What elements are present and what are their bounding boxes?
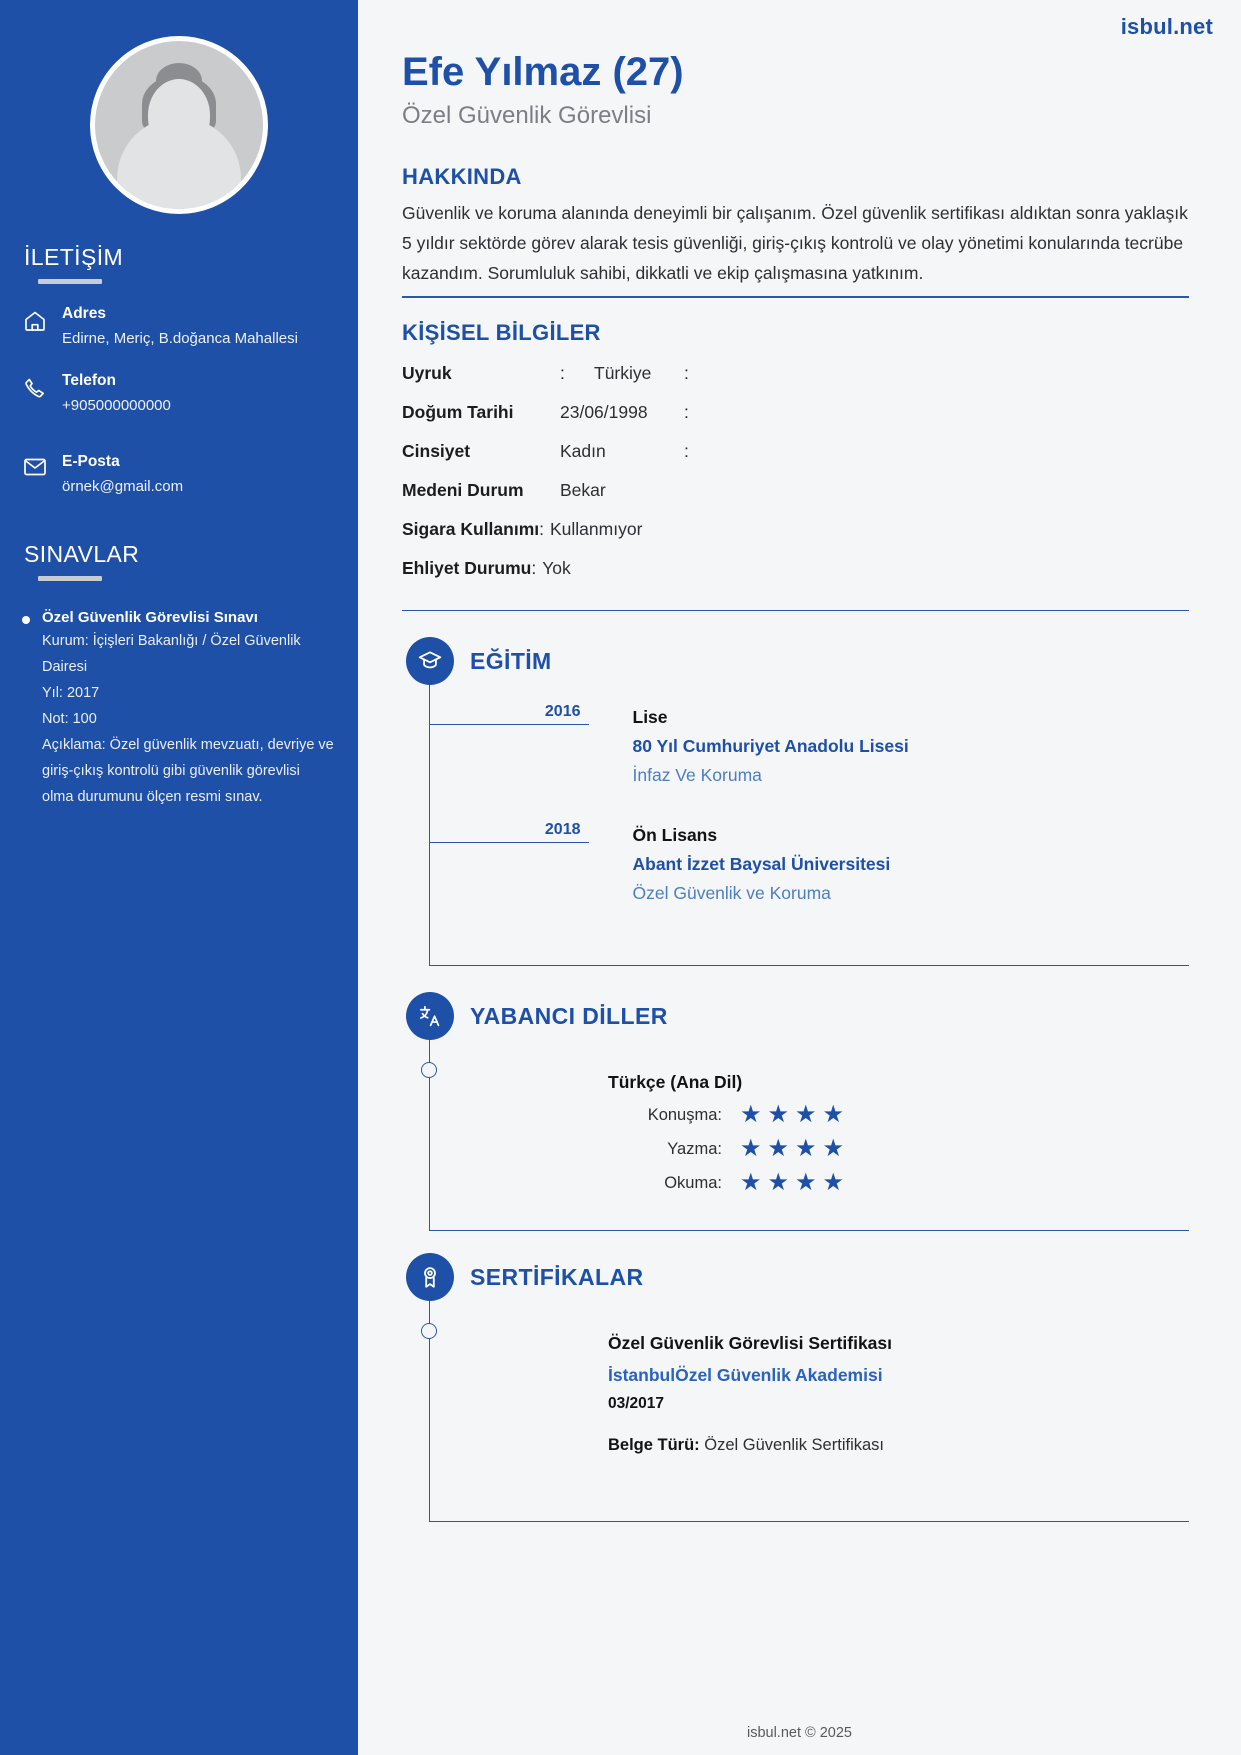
personal-info-title: KİŞİSEL BİLGİLER xyxy=(402,319,601,345)
timeline-dot-icon xyxy=(421,1062,437,1078)
page-title: Efe Yılmaz (27) xyxy=(402,50,684,94)
contact-section-title: İLETİŞİM xyxy=(24,244,124,270)
personal-info-table xyxy=(402,354,1189,588)
star-icon: ★ xyxy=(740,1169,762,1196)
star-icon: ★ xyxy=(795,1169,817,1196)
exams-section-title: SINAVLAR xyxy=(24,541,140,567)
ribbon-award-icon xyxy=(406,1253,454,1301)
star-icon: ★ xyxy=(822,1135,845,1162)
contact-section xyxy=(0,244,358,499)
star-icon: ★ xyxy=(822,1101,845,1128)
star-rating-writing xyxy=(740,1137,844,1161)
about-text: Güvenlik ve koruma alanında deneyimli bir çalışanım. Özel güvenlik sertifikası aldıktan sonra yaklaşık 5 yıldır sektörde görev alarak tesis güvenliği, giriş-çıkış kontrolü ve olay yönetimi konularında tecrübe kazandım. Sorumluluk sahibi, dikkatli ve ekip çalışmasına yatkınım. xyxy=(402,203,1188,283)
field-trail: : xyxy=(684,401,689,422)
certificate-date: 03/2017 xyxy=(608,1395,665,1412)
education-degree: Lise xyxy=(632,707,668,727)
languages-section xyxy=(402,992,1189,1231)
field-trail: : xyxy=(684,362,689,383)
field-value-license: Yok xyxy=(542,557,571,578)
contact-row-address xyxy=(0,304,358,351)
star-icon: ★ xyxy=(795,1135,817,1162)
education-year-wrap xyxy=(429,821,589,843)
certificates-timeline xyxy=(429,1301,1189,1522)
contact-value-address: Edirne, Meriç, B.doğanca Mahallesi xyxy=(62,330,298,347)
contact-value-phone: +905000000000 xyxy=(62,397,171,414)
about-section-title: HAKKINDA xyxy=(402,164,522,189)
contact-row-phone xyxy=(0,371,358,418)
table-row xyxy=(402,354,1189,393)
field-label-birthdate: Doğum Tarihi xyxy=(402,401,514,422)
field-value-nationality: Türkiye xyxy=(594,362,652,383)
language-skill-label-speaking: Konuşma: xyxy=(647,1106,722,1124)
languages-section-title: YABANCI DİLLER xyxy=(470,1002,668,1029)
divider xyxy=(402,610,1189,612)
field-sep: : xyxy=(531,557,537,578)
sidebar xyxy=(0,0,358,1755)
phone-icon xyxy=(22,371,48,400)
job-title: Özel Güvenlik Görevlisi xyxy=(402,102,652,129)
star-icon: ★ xyxy=(795,1101,817,1128)
exam-grade: Not: 100 xyxy=(42,711,97,727)
list-item xyxy=(430,1066,1189,1200)
bullet-icon xyxy=(22,616,30,624)
language-skill-row xyxy=(608,1166,1189,1200)
field-value-birthdate: 23/06/1998 xyxy=(560,401,648,422)
star-rating-reading xyxy=(740,1171,844,1195)
education-year-wrap xyxy=(429,703,589,725)
certificate-name: Özel Güvenlik Görevlisi Sertifikası xyxy=(608,1333,893,1353)
main-content xyxy=(358,0,1241,1755)
home-icon xyxy=(22,304,48,333)
languages-timeline xyxy=(429,1040,1189,1231)
education-section xyxy=(402,637,1189,966)
field-trail: : xyxy=(684,440,689,461)
translate-icon xyxy=(406,992,454,1040)
list-item xyxy=(430,1327,1189,1461)
language-skill-row xyxy=(608,1132,1189,1166)
exam-institution: Kurum: İçişleri Bakanlığı / Özel Güvenlik Dairesi xyxy=(42,633,301,675)
education-section-title: EĞİTİM xyxy=(470,647,552,674)
contact-title-underline xyxy=(38,279,102,284)
education-year: 2018 xyxy=(544,821,581,838)
table-row xyxy=(402,432,1189,471)
personal-info-section xyxy=(402,320,1189,612)
list-item xyxy=(430,821,1189,907)
certificates-section xyxy=(402,1253,1189,1522)
star-icon: ★ xyxy=(822,1169,845,1196)
certificate-type-label: Belge Türü: xyxy=(608,1436,700,1454)
education-degree: Ön Lisans xyxy=(632,825,718,845)
star-icon: ★ xyxy=(740,1135,762,1162)
avatar xyxy=(90,36,268,214)
education-timeline xyxy=(429,685,1189,966)
education-field: İnfaz Ve Koruma xyxy=(632,765,762,785)
list-item xyxy=(430,703,1189,789)
exams-section xyxy=(0,541,358,810)
field-label-nationality: Uyruk xyxy=(402,362,452,383)
field-label-smoking: Sigara Kullanımı xyxy=(402,518,540,539)
field-value-gender: Kadın xyxy=(560,440,606,461)
contact-label-phone: Telefon xyxy=(62,372,116,389)
star-icon: ★ xyxy=(740,1101,762,1128)
certificates-section-title: SERTİFİKALAR xyxy=(470,1263,644,1290)
certificate-type-value: Özel Güvenlik Sertifikası xyxy=(704,1436,884,1454)
avatar-container xyxy=(0,0,358,214)
table-row xyxy=(402,510,1189,549)
language-name: Türkçe (Ana Dil) xyxy=(608,1072,743,1092)
brand-logo[interactable]: isbul.net xyxy=(1120,14,1213,39)
field-label-license: Ehliyet Durumu xyxy=(402,557,532,578)
table-row xyxy=(402,471,1189,510)
education-school: 80 Yıl Cumhuriyet Anadolu Lisesi xyxy=(632,736,909,756)
education-field: Özel Güvenlik ve Koruma xyxy=(632,883,831,903)
contact-label-address: Adres xyxy=(62,305,106,322)
exam-year: Yıl: 2017 xyxy=(42,685,100,701)
exam-name: Özel Güvenlik Görevlisi Sınavı xyxy=(42,609,258,626)
timeline-dot-icon xyxy=(421,1323,437,1339)
certificate-type-row xyxy=(608,1429,1189,1461)
star-icon: ★ xyxy=(767,1135,790,1162)
certificate-organization: İstanbulÖzel Güvenlik Akademisi xyxy=(608,1365,883,1385)
star-icon: ★ xyxy=(767,1101,790,1128)
exams-title-underline xyxy=(38,576,102,581)
contact-label-email: E-Posta xyxy=(62,453,120,470)
contact-row-email xyxy=(0,452,358,499)
field-sep: : xyxy=(560,362,565,383)
about-section xyxy=(402,164,1189,298)
field-value-marital: Bekar xyxy=(560,479,606,500)
contact-value-email: örnek@gmail.com xyxy=(62,478,184,495)
language-skill-label-writing: Yazma: xyxy=(667,1140,722,1158)
field-value-smoking: Kullanmıyor xyxy=(550,518,643,539)
envelope-icon xyxy=(22,452,48,477)
table-row xyxy=(402,393,1189,432)
field-label-marital: Medeni Durum xyxy=(402,479,524,500)
education-year: 2016 xyxy=(544,703,581,720)
divider xyxy=(402,296,1189,298)
education-school: Abant İzzet Baysal Üniversitesi xyxy=(632,854,891,874)
table-row xyxy=(402,549,1189,588)
star-icon: ★ xyxy=(767,1169,790,1196)
field-label-gender: Cinsiyet xyxy=(402,440,471,461)
exam-description: Açıklama: Özel güvenlik mevzuatı, devriye ve giriş-çıkış kontrolü gibi güvenlik görevlisi olma durumunu ölçen resmi sınav. xyxy=(42,737,334,805)
star-rating-speaking xyxy=(740,1103,844,1127)
list-item xyxy=(0,607,358,810)
field-sep: : xyxy=(539,518,544,539)
language-skill-label-reading: Okuma: xyxy=(664,1174,722,1192)
graduation-cap-icon xyxy=(406,637,454,685)
footer-text: isbul.net © 2025 xyxy=(746,1725,852,1741)
avatar-shoulders xyxy=(117,117,241,209)
language-skill-row xyxy=(608,1098,1189,1132)
